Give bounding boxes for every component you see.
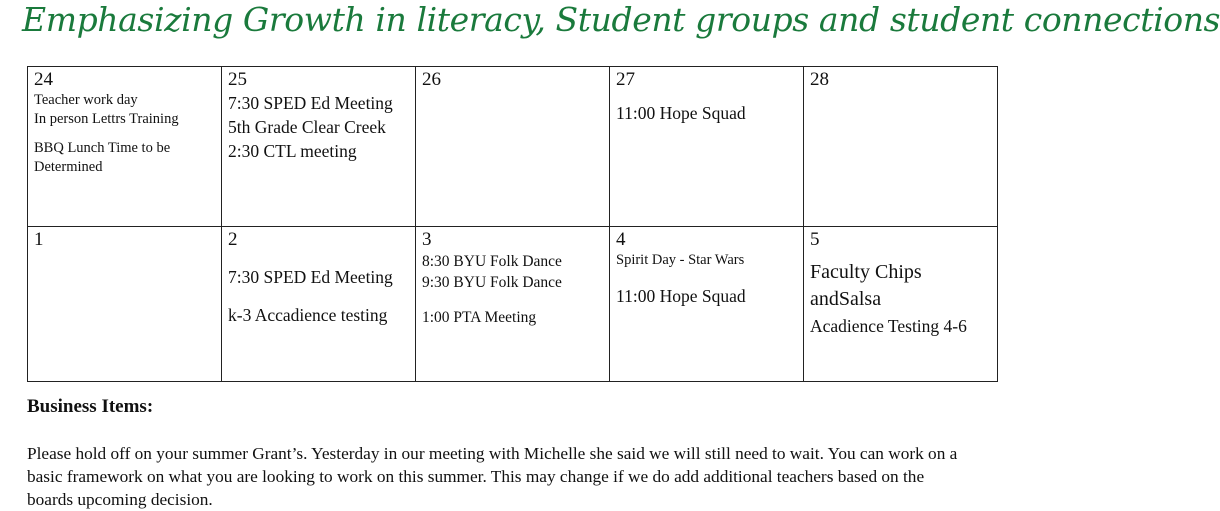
event-item: 11:00 Hope Squad [616,103,746,123]
event-item: Faculty Chips andSalsa [810,261,922,310]
day-number: 3 [422,229,432,250]
day-number: 5 [810,229,820,250]
event-item: Teacher work day [34,92,138,108]
business-paragraph: Please hold off on your summer Grant’s. Yesterday in our meeting with Michelle she said we will still need to wait. You can work on a basic framework on what you are looking to work on this summer. This may change if we do add additional teachers based on the boards upcoming decision. [27,444,958,509]
day-number: 24 [34,69,53,90]
calendar-day-28 [804,67,998,227]
event-item: In person Lettrs Training [34,111,179,127]
calendar-day-3 [416,227,610,382]
day-number: 1 [34,229,44,250]
calendar-day-24 [28,67,222,227]
event-item: 7:30 SPED Ed Meeting [228,267,393,287]
calendar-day-5 [804,227,998,382]
calendar-day-1 [28,227,222,382]
calendar-day-25 [222,67,416,227]
page-title: Emphasizing Growth in literacy, Student groups and student connections [22,0,1220,39]
event-item: Spirit Day - Star Wars [616,252,745,268]
event-item: 8:30 BYU Folk Dance [422,253,562,270]
calendar-day-4 [610,227,804,382]
event-item: 1:00 PTA Meeting [422,309,537,326]
event-item: 2:30 CTL meeting [228,141,357,161]
calendar-day-2 [222,227,416,382]
calendar-week-row [28,67,998,227]
calendar-day-27 [610,67,804,227]
calendar-day-26 [416,67,610,227]
event-item: 9:30 BYU Folk Dance [422,274,562,291]
event-item: Determined [34,159,103,175]
event-item: BBQ Lunch Time to be [34,140,171,156]
day-number: 26 [422,69,441,90]
event-item: Acadience Testing 4-6 [810,316,967,336]
calendar-grid [27,66,998,382]
day-number: 25 [228,69,247,90]
event-item: 7:30 SPED Ed Meeting [228,93,393,113]
event-item: 5th Grade Clear Creek [228,117,386,137]
day-number: 28 [810,69,829,90]
day-number: 2 [228,229,238,250]
section-heading: Business Items: [27,396,154,417]
day-number: 4 [616,229,626,250]
calendar-week-row [28,227,998,382]
day-number: 27 [616,69,635,90]
event-item: k-3 Accadience testing [228,305,388,325]
event-item: 11:00 Hope Squad [616,286,746,306]
